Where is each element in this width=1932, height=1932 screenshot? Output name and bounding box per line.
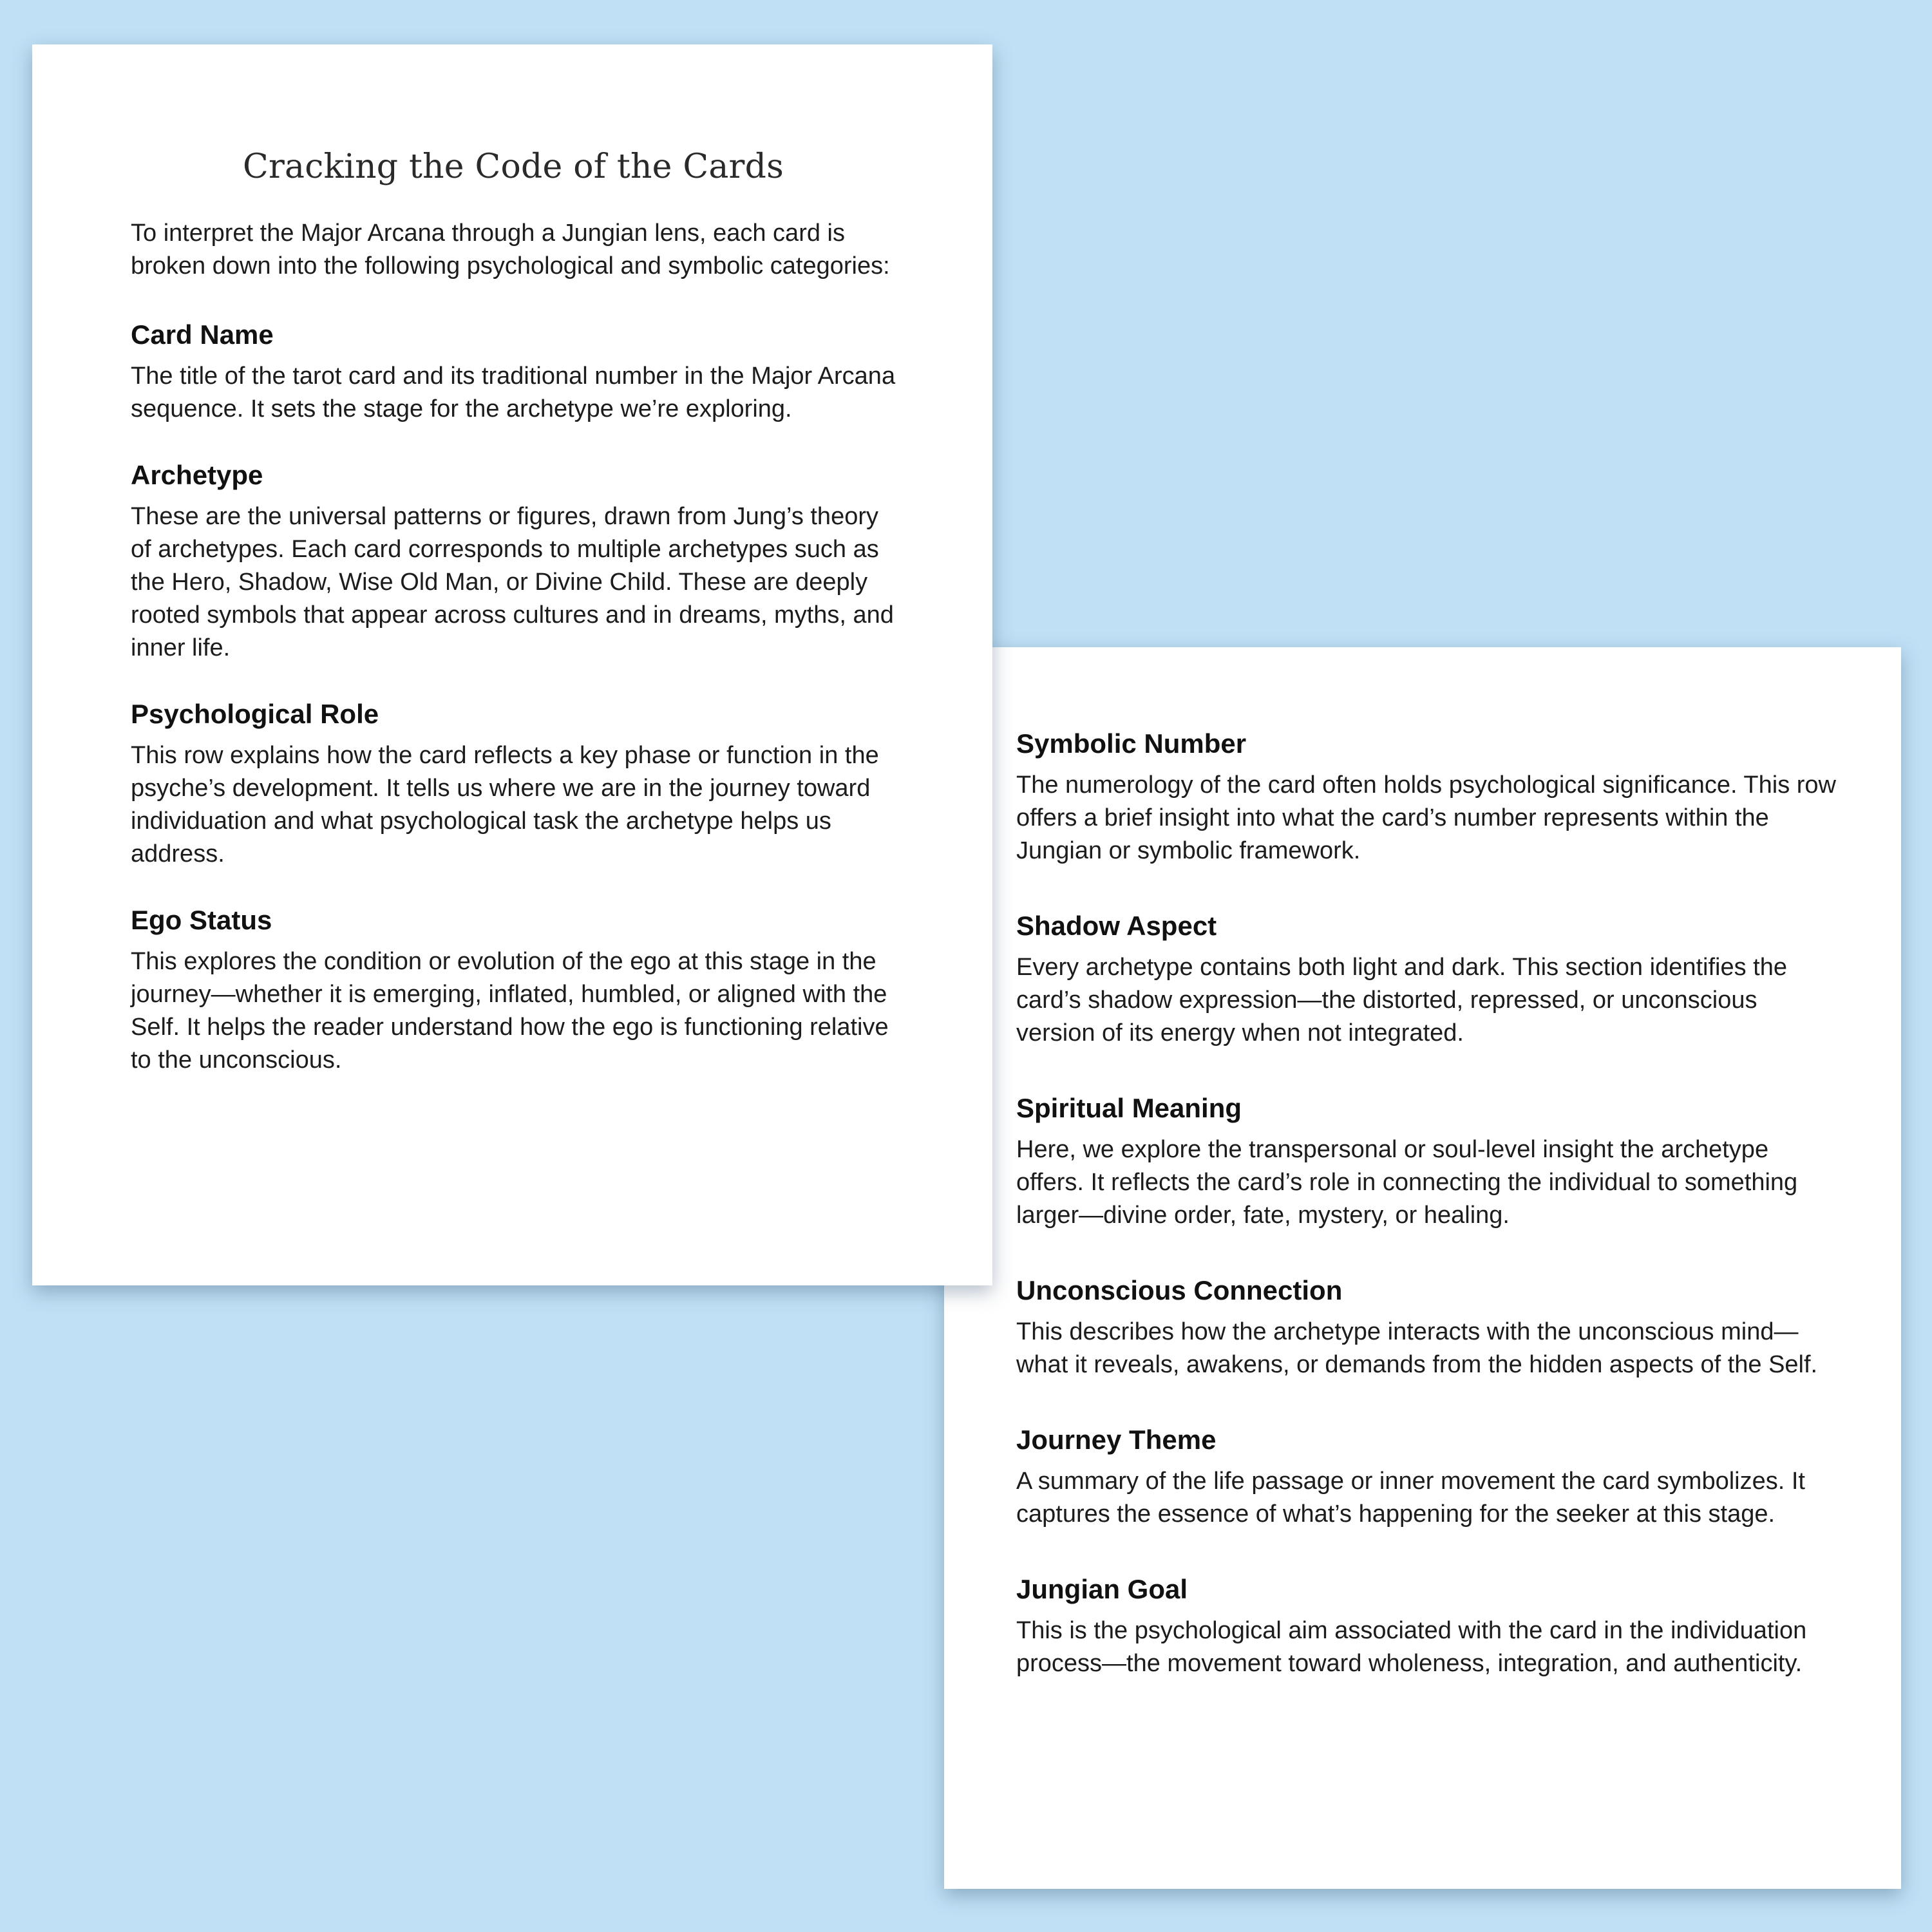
section-text: The title of the tarot card and its traditional number in the Major Arcana sequence. It sets the stage for the archetype we’re exploring. bbox=[131, 363, 896, 422]
section-archetype bbox=[131, 459, 896, 665]
section-heading: Shadow Aspect bbox=[1016, 911, 1217, 941]
section-spiritual-meaning bbox=[1016, 1092, 1837, 1232]
section-ego-status bbox=[131, 904, 896, 1077]
section-heading: Archetype bbox=[131, 460, 263, 490]
section-symbolic-number bbox=[1016, 728, 1837, 867]
section-unconscious-connection bbox=[1016, 1274, 1837, 1381]
section-text: The numerology of the card often holds psychological significance. This row offers a brief insight into what the card’s number represents within the Jungian or symbolic framework. bbox=[1016, 772, 1836, 864]
section-heading: Journey Theme bbox=[1016, 1425, 1217, 1455]
section-journey-theme bbox=[1016, 1424, 1837, 1531]
section-text: This is the psychological aim associated with the card in the individuation process—the movement toward wholeness, integration, and authenticity. bbox=[1016, 1617, 1807, 1677]
section-text: A summary of the life passage or inner movement the card symbolizes. It captures the essence of what’s happening for the seeker at this stage. bbox=[1016, 1468, 1805, 1528]
section-heading: Ego Status bbox=[131, 905, 272, 935]
section-heading: Spiritual Meaning bbox=[1016, 1093, 1242, 1123]
section-jungian-goal bbox=[1016, 1573, 1837, 1680]
section-psychological-role bbox=[131, 698, 896, 871]
section-text: These are the universal patterns or figures, drawn from Jung’s theory of archetypes. Each card corresponds to multiple archetypes such as the Hero, Shadow, Wise Old Man, or Divine Child. These are deeply rooted symbols that appear across cultures and in dreams, myths, and inner life. bbox=[131, 503, 894, 661]
section-heading: Psychological Role bbox=[131, 699, 379, 729]
right-page bbox=[944, 647, 1901, 1889]
section-shadow-aspect bbox=[1016, 910, 1837, 1050]
page-title: Cracking the Code of the Cards bbox=[243, 147, 784, 186]
section-text: This describes how the archetype interacts with the unconscious mind—what it reveals, awakens, or demands from the hidden aspects of the Self. bbox=[1016, 1318, 1818, 1378]
section-text: This explores the condition or evolution of the ego at this stage in the journey—whether it is emerging, inflated, humbled, or aligned with the Self. It helps the reader understand how the ego is functioning relative to the unconscious. bbox=[131, 948, 889, 1074]
section-heading: Jungian Goal bbox=[1016, 1574, 1188, 1604]
section-card-name bbox=[131, 319, 896, 426]
left-page bbox=[32, 44, 992, 1285]
section-heading: Unconscious Connection bbox=[1016, 1275, 1343, 1305]
section-heading: Symbolic Number bbox=[1016, 728, 1247, 759]
section-text: Every archetype contains both light and dark. This section identifies the card’s shadow expression—the distorted, repressed, or unconscious version of its energy when not integrated. bbox=[1016, 954, 1787, 1046]
intro-paragraph: To interpret the Major Arcana through a Jungian lens, each card is broken down into the following psychological and symbolic categories: bbox=[131, 220, 890, 279]
section-heading: Card Name bbox=[131, 319, 274, 350]
section-text: This row explains how the card reflects a key phase or function in the psyche’s development. It tells us where we are in the journey toward individuation and what psychological task the archetype helps us address. bbox=[131, 742, 879, 867]
section-text: Here, we explore the transpersonal or soul-level insight the archetype offers. It reflects the card’s role in connecting the individual to something larger—divine order, fate, mystery, or healing. bbox=[1016, 1136, 1798, 1229]
